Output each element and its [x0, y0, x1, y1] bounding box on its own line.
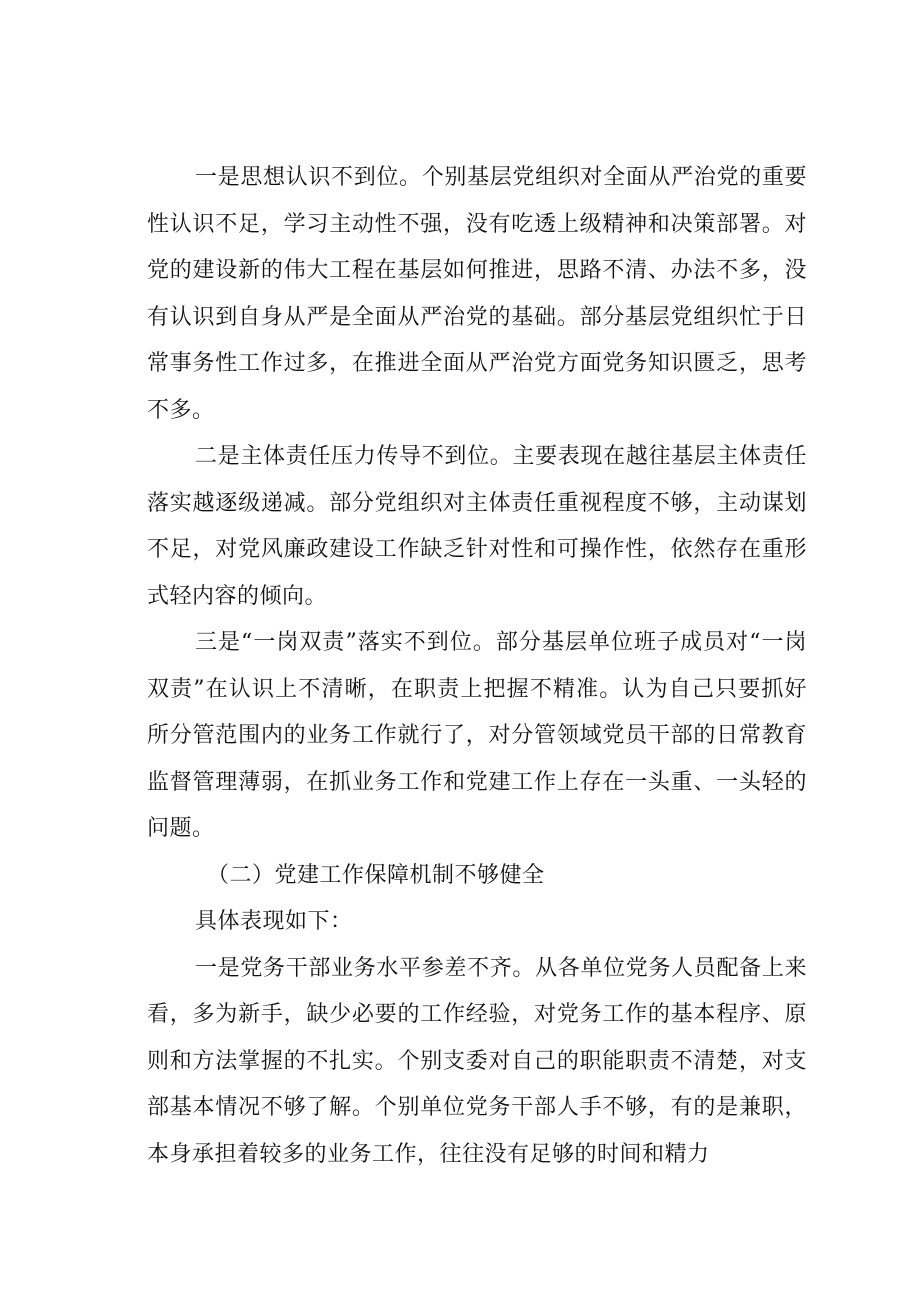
paragraph-staff-skill-level: 一是党务干部业务水平参差不齐。从各单位党务人员配备上来看，多为新手，缺少必要的工作经验，对党务工作的基本程序、原则和方法掌握的不扎实。个别支委对自己的职能职责不清楚，对支部基本情况不够了解。个别单位党务干部人手不够，有的是兼职，本身承担着较多的业务工作，往往没有足够的时间和精力 — [147, 955, 807, 1167]
section-heading: （二）党建工作保障机制不够健全 — [207, 862, 545, 888]
paragraph-thought-awareness: 一是思想认识不到位。个别基层党组织对全面从严治党的重要性认识不足，学习主动性不强，没有吃透上级精神和决策部署。对党的建设新的伟大工程在基层如何推进，思路不清、办法不多，没有认识到自身从严是全面从严治党的基础。部分基层党组织忙于日常事务性工作过多，在推进全面从严治党方面党务知识匮乏，思考不多。 — [147, 165, 807, 423]
intro-line: 具体表现如下： — [195, 909, 353, 934]
document-body — [147, 155, 807, 1178]
paragraph-responsibility-pressure: 二是主体责任压力传导不到位。主要表现在越往基层主体责任落实越逐级递减。部分党组织对主体责任重视程度不够，主动谋划不足，对党风廉政建设工作缺乏针对性和可操作性，依然存在重形式轻内容的倾向。 — [147, 444, 807, 609]
paragraph-one-post-two-duties: 三是“一岗双责”落实不到位。部分基层单位班子成员对“一岗双责”在认识上不清晰，在职责上把握不精准。认为自己只要抓好所分管范围内的业务工作就行了，对分管领域党员干部的日常教育监督管理薄弱，在抓业务工作和党建工作上存在一头重、一头轻的问题。 — [147, 630, 807, 841]
